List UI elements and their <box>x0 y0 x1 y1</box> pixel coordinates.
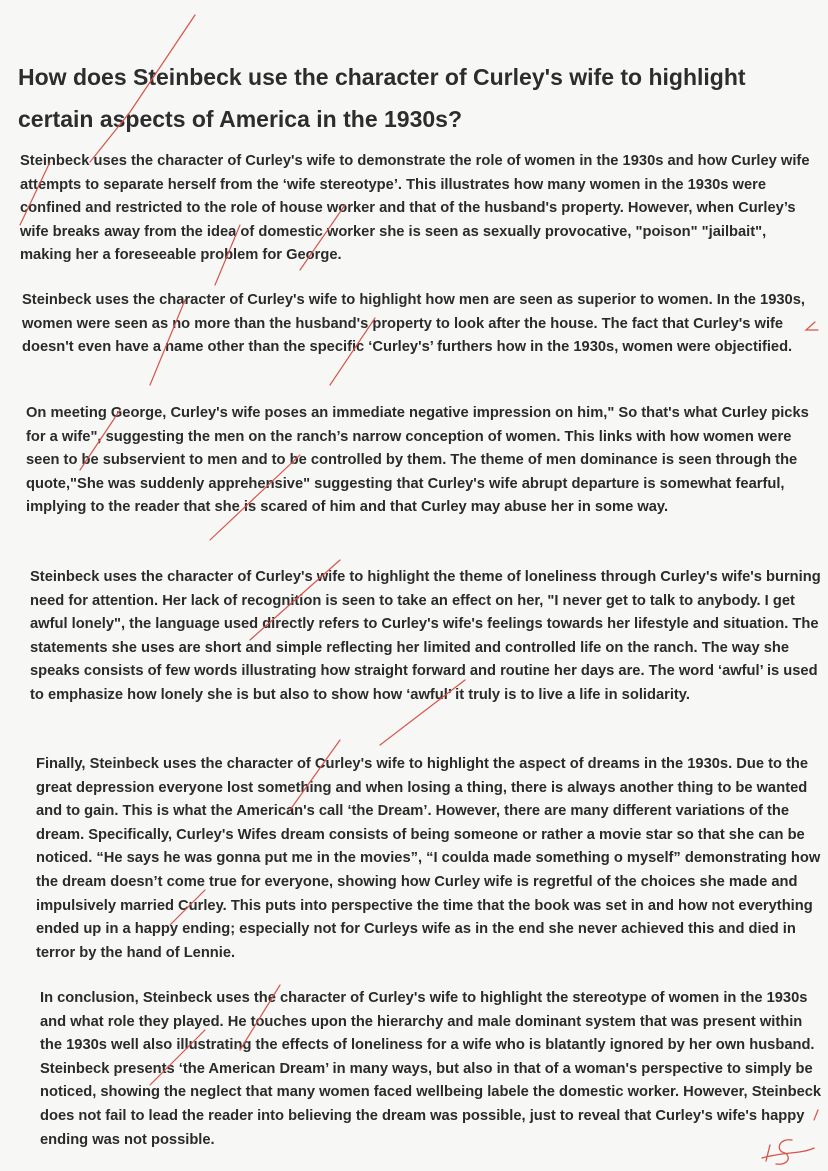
paragraph-4: Steinbeck uses the character of Curley's wife to highlight the theme of loneliness through Curley's wife's burning need for attention. Her lack of recognition is seen to take an effect on her, "I never get to talk to anybody. I get awful lonely", the language used directly refers to Curley's wife's feelings towards her lifestyle and situation. The statements she uses are short and simple reflecting her limited and controlled life on the ranch. The way she speaks consists of few words illustrating how straight forward and routine her days are. The word ‘awful’ is used to emphasize how lonely she is but also to show how ‘awful’ it truly is to live a life in solidarity. <box>30 569 821 703</box>
paragraph-6: In conclusion, Steinbeck uses the character of Curley's wife to highlight the stereotype of women in the 1930s and what role they played. He touches upon the hierarchy and male dominant system that was present within the 1930s well also illustrating the effects of loneliness for a wife who is blatantly ignored by her own husband. Steinbeck presents ‘the American Dream’ in many ways, but also in that of a woman's perspective to simply be noticed, showing the neglect that many women faced wellbeing labele the domestic worker. However, Steinbeck does not fail to lead the reader into believing the dream was possible, just to reveal that Curley's wife's happy ending was not possible. <box>40 990 822 1148</box>
paragraph-5: Finally, Steinbeck uses the character of Curley's wife to highlight the aspect of dreams in the 1930s. Due to the great depression everyone lost something and when losing a thing, there is always another thing to be wanted and to gain. This is what the American's call ‘the Dream’. However, there are many different variations of the dream. Specifically, Curley's Wifes dream consists of being someone or rather a movie star so that she can be noticed. “He says he was gonna put me in the movies”, “I coulda made something o myself” demonstrating how the dream doesn’t come true for everyone, showing how Curley wife is regretful of the choices she made and impulsively married Curley. This puts into perspective the time that the book was set in and how not everything ended up in a happy ending; especially not for Curleys wife as in the end she never achieved this and died in terror by the hand of Lennie. <box>36 756 821 961</box>
paragraph-2: Steinbeck uses the character of Curley's wife to highlight how men are seen as superior to women. In the 1930s, women were seen as no more than the husband's property to look after the house. The fact that Curley's wife doesn't even have a name other than the specific ‘Curley's’ furthers how in the 1930s, women were objectified. <box>22 292 805 356</box>
essay-title: How does Steinbeck use the character of Curley's wife to highlight certain aspects of America in the 1930s? <box>18 64 746 132</box>
paragraph-1: Steinbeck uses the character of Curley's wife to demonstrate the role of women in the 1930s and how Curley wife attempts to separate herself from the ‘wife stereotype’. This illustrates how many women in the 1930s were confined and restricted to the role of house worker and that of the husband's property. However, when Curley’s wife breaks away from the idea of domestic worker she is seen as sexually provocative, "poison" "jailbait", making her a foreseeable problem for George. <box>20 153 810 264</box>
paragraph-3: On meeting George, Curley's wife poses an immediate negative impression on him," So that's what Curley picks for a wife", suggesting the men on the ranch’s narrow conception of women. This links with how women were seen to be subservient to men and to be controlled by them. The theme of men dominance is seen through the quote,"She was suddenly apprehensive" suggesting that Curley's wife abrupt departure is somewhat fearful, implying to the reader that she is scared of him and that Curley may abuse her in some way. <box>26 405 809 516</box>
